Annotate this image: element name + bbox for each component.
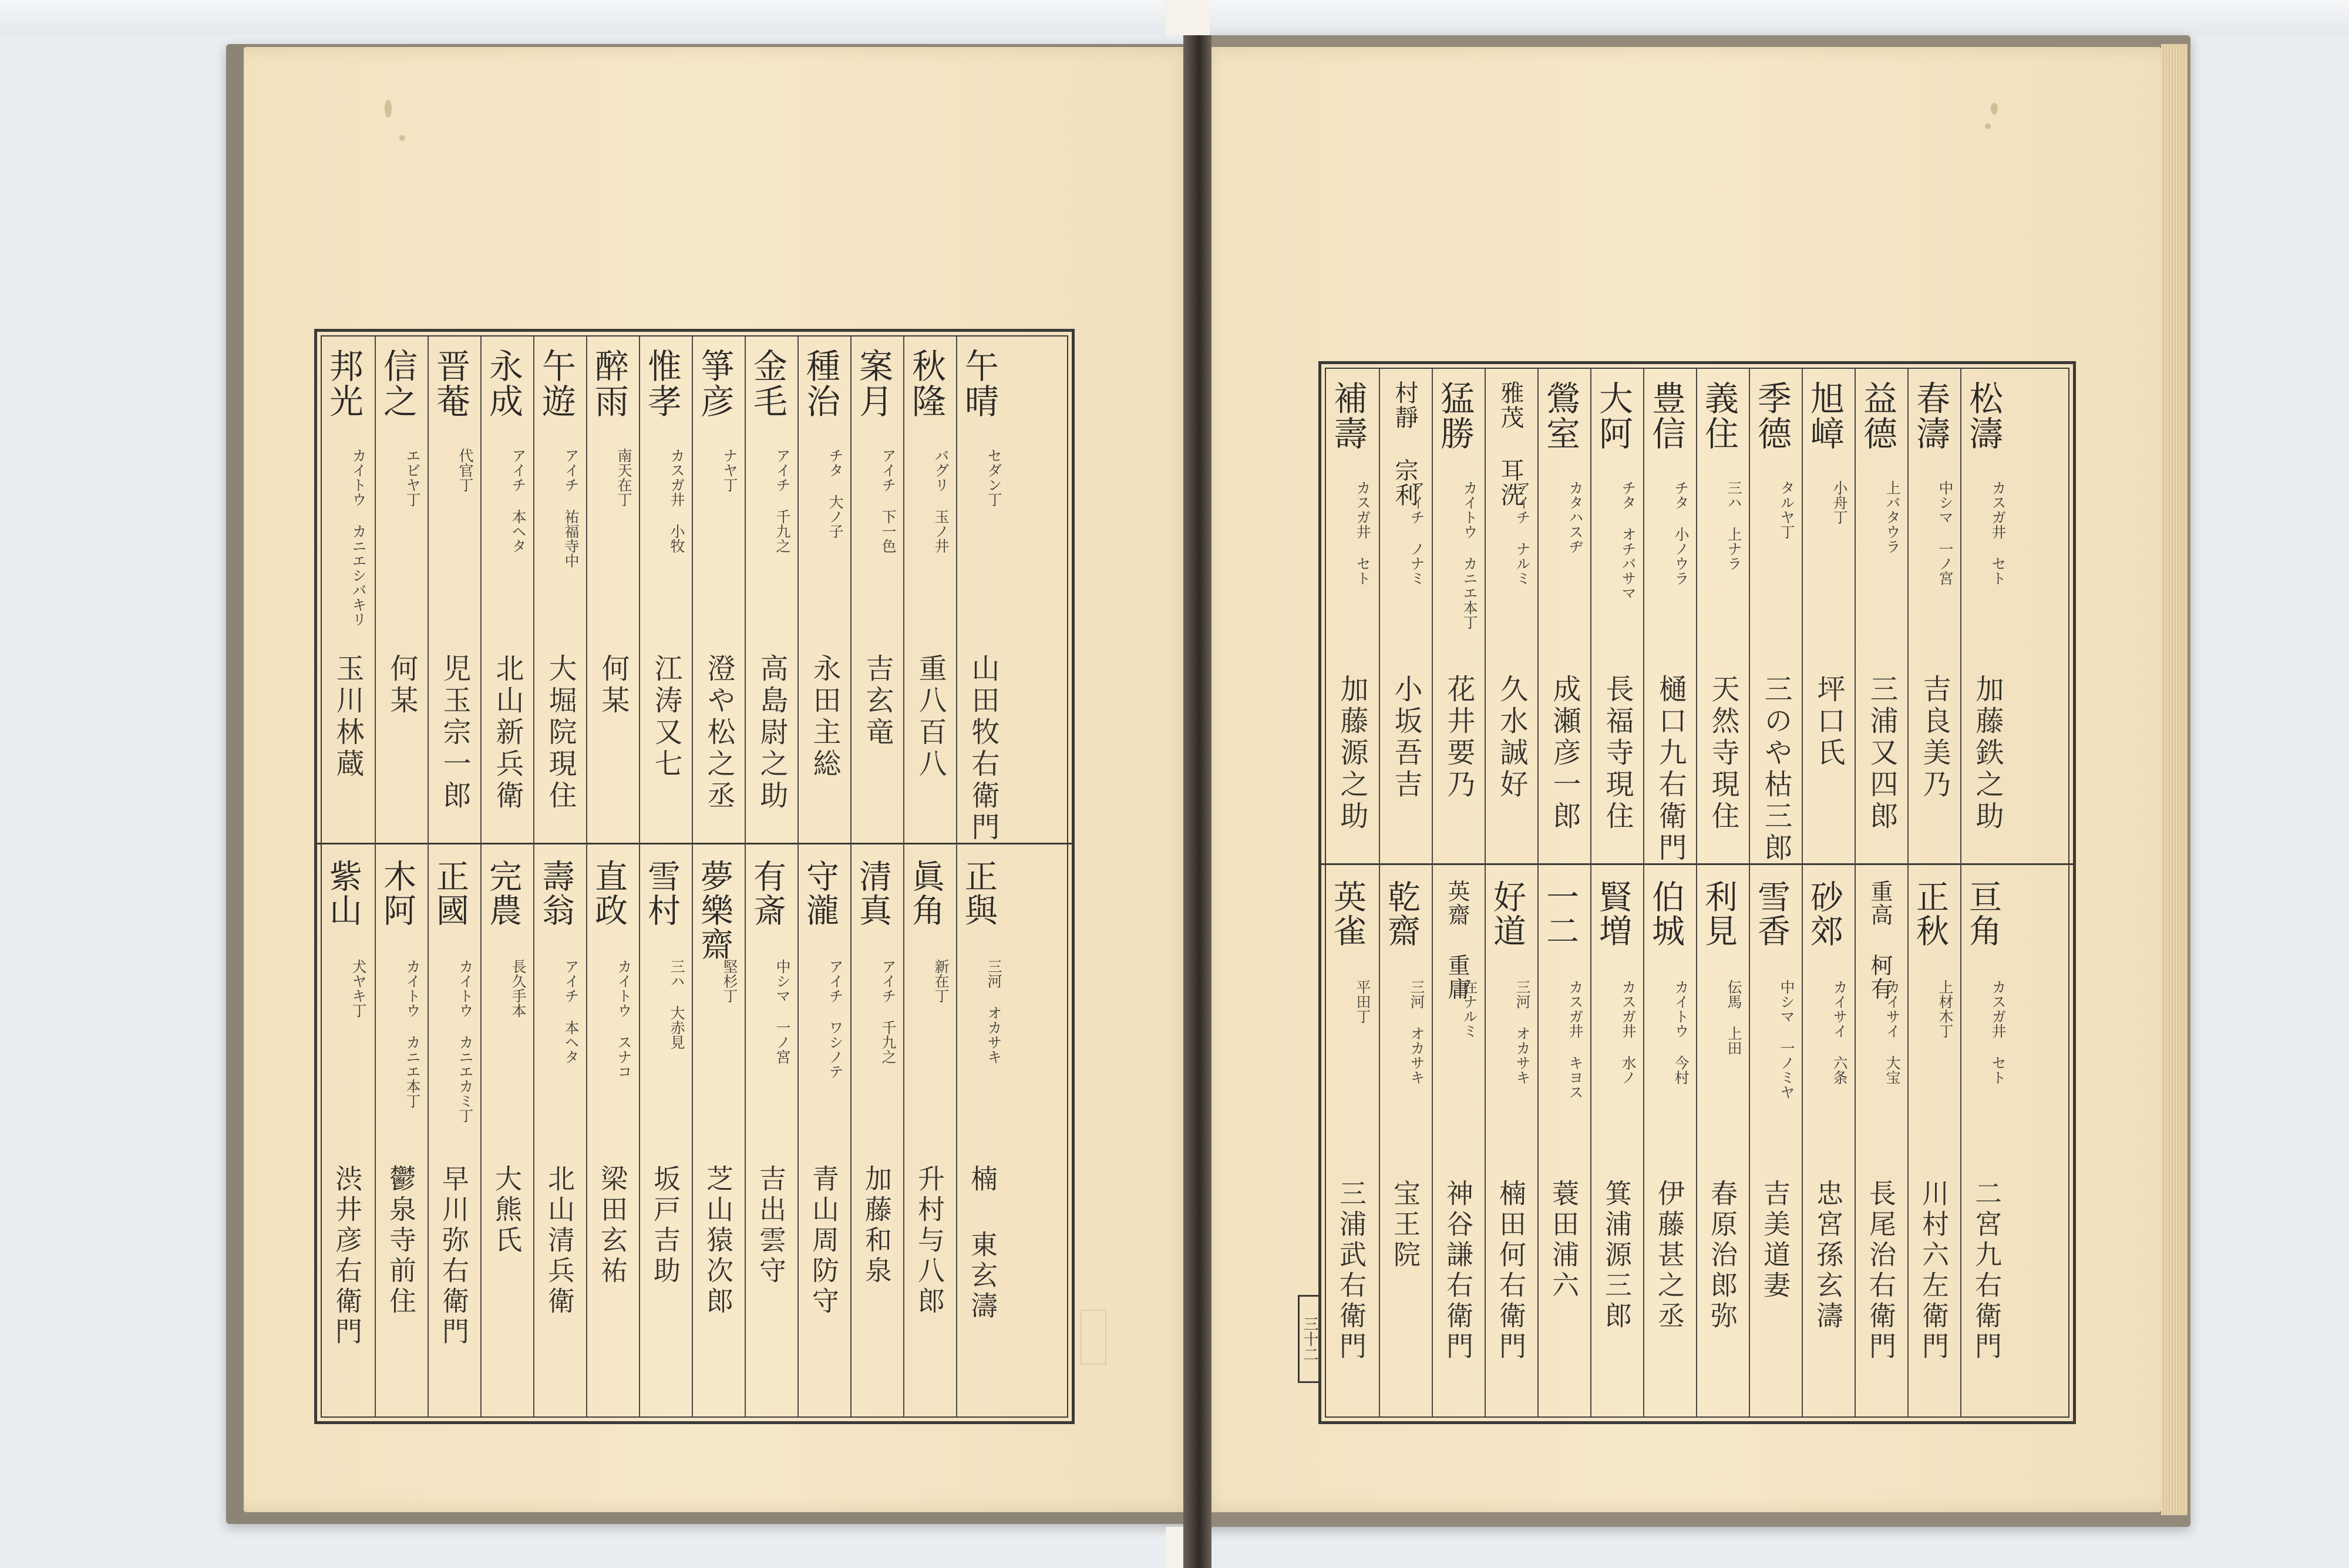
entry-person: 天然寺現住 (1707, 674, 1739, 833)
entry-person: 三浦武右衛門 (1335, 1179, 1367, 1362)
entry-person: 楠 東玄濤 (967, 1165, 998, 1322)
entry-name: 猛勝 (1435, 381, 1475, 451)
entry-person: 青山周防守 (808, 1165, 840, 1317)
right-col-9 (1537, 369, 1590, 1416)
entry-person: 加藤和泉 (861, 1165, 893, 1287)
entry-person: 玉川林蔵 (331, 654, 364, 780)
entry-person: 加藤源之助 (1335, 674, 1368, 833)
entry-address: 伝馬 上田 (1725, 980, 1742, 1055)
entry-address: カイトウ カニエ本丁 (1461, 480, 1478, 630)
entry-person: 三のや枯三郎 (1759, 674, 1792, 864)
entry-person: 何某 (597, 654, 630, 717)
entry-name: 松濤 (1963, 381, 2003, 451)
entry-name: 村靜 宗利 (1391, 381, 1418, 507)
right-col-12 (1379, 369, 1432, 1416)
entry-name: 伯城 (1647, 880, 1685, 948)
entry-name: 砂郊 (1805, 880, 1843, 948)
entry-address: 三ハ 大赤見 (668, 959, 685, 1049)
entry-name: 正秋 (1911, 880, 1949, 948)
entry-person: 花井要乃 (1442, 674, 1475, 801)
entry-address: アイチ 祐福寺中 (563, 448, 580, 568)
entry-address: 犬ヤキ丁 (350, 959, 367, 1018)
entry-name: 夢樂齋 (695, 859, 733, 961)
left-col-3 (850, 337, 903, 1416)
right-col-10 (1485, 369, 1537, 1416)
entry-address: 三ハ 上ナラ (1725, 480, 1742, 571)
entry-name: 雪香 (1752, 880, 1791, 948)
left-col-9 (533, 337, 586, 1416)
entry-name: 紫山 (324, 859, 362, 927)
entry-address: カイトウ スナコ (615, 959, 632, 1079)
right-col-7 (1643, 369, 1696, 1416)
entry-address: 長久手本 (510, 959, 527, 1018)
entry-address: アイチ 千九之 (774, 448, 791, 553)
entry-person: 吉玄竜 (861, 654, 894, 749)
entry-name: 大阿 (1593, 381, 1633, 451)
right-col-8 (1590, 369, 1643, 1416)
right-col-4 (1802, 369, 1855, 1416)
right-col-1 (1960, 369, 2013, 1416)
entry-person: 春原治郎弥 (1707, 1179, 1738, 1332)
entry-name: 案月 (853, 348, 893, 419)
book-gutter (1183, 35, 1211, 1568)
entry-name: 種治 (800, 348, 840, 419)
entry-name: 重高 柯有 (1867, 880, 1893, 1001)
entry-address: カイトウ 今村 (1672, 980, 1690, 1085)
entry-person: 長福寺現住 (1601, 674, 1634, 833)
entry-address: ナヤ丁 (721, 448, 738, 492)
entry-person: 澄や松之丞 (702, 654, 735, 812)
entry-address: 中シマ 一ノ宮 (774, 959, 791, 1064)
entry-name: 永成 (483, 348, 523, 419)
entry-person: 山田牧右衛門 (967, 654, 999, 844)
entry-name: 一二 (1541, 880, 1579, 948)
left-col-4 (797, 337, 850, 1416)
entry-address: チタ オチバサマ (1620, 480, 1637, 600)
entry-address: カスガ井 セト (1354, 480, 1371, 586)
entry-address: 三河 オカサキ (1514, 980, 1531, 1085)
entry-address: 三河 オカサキ (1408, 980, 1425, 1085)
entry-name: 季德 (1752, 381, 1792, 451)
entry-address: 平田丁 (1354, 980, 1371, 1024)
entry-person: 大熊氏 (491, 1165, 523, 1256)
entry-address: カスガ井 セト (1990, 980, 2007, 1085)
left-col-12 (375, 337, 428, 1416)
entry-name: 完農 (484, 859, 522, 927)
entry-person: 鬱泉寺前住 (385, 1165, 417, 1317)
entry-name: 英齋 重庸 (1444, 880, 1470, 1001)
entry-person: 箕浦源三郎 (1601, 1179, 1633, 1332)
left-col-10 (480, 337, 533, 1416)
entry-name: 信之 (378, 348, 418, 419)
entry-address: 代官丁 (457, 448, 474, 492)
left-col-6 (692, 337, 745, 1416)
right-page-columns (1326, 369, 2068, 1416)
entry-person: 久水誠好 (1495, 674, 1528, 801)
faint-stamp (1081, 1310, 1106, 1365)
entry-address: アイチ 本ヘタ (563, 959, 580, 1064)
entry-address: アイチ ノナミ (1408, 480, 1425, 586)
entry-address: バグリ 玉ノ井 (933, 448, 950, 553)
entry-name: 箏彦 (695, 348, 735, 419)
entry-person: 三浦又四郎 (1865, 674, 1898, 833)
left-page-frame (314, 329, 1075, 1424)
entry-person: 江涛又七 (649, 654, 682, 780)
entry-name: 好道 (1488, 880, 1526, 948)
entry-person: 北山新兵衛 (491, 654, 524, 812)
paper-wear-mark (385, 100, 392, 117)
entry-name: 亘角 (1964, 880, 2002, 948)
entry-name: 壽翁 (537, 859, 575, 927)
entry-name: 英雀 (1328, 880, 1367, 948)
entry-address: アイチ 本ヘタ (510, 448, 527, 553)
entry-address: 在ナルミ (1461, 980, 1478, 1038)
entry-person: 梁田玄祐 (597, 1165, 628, 1287)
entry-name: 乾齋 (1382, 880, 1421, 948)
entry-address: アイチ 千九之 (880, 959, 897, 1064)
entry-name: 有斎 (748, 859, 786, 927)
entry-name: 雅茂 耳洗 (1497, 381, 1524, 507)
left-col-8 (586, 337, 639, 1416)
entry-person: 早川弥右衛門 (438, 1165, 470, 1348)
entry-person: 何某 (385, 654, 418, 717)
entry-person: 芝山猿次郎 (702, 1165, 734, 1317)
entry-address: 新在丁 (933, 959, 950, 1003)
entry-person: 升村与八郎 (914, 1165, 945, 1317)
entry-person: 渋井彦右衛門 (331, 1165, 363, 1348)
entry-name: 豊信 (1646, 381, 1686, 451)
left-col-13 (322, 337, 375, 1416)
entry-name: 眞角 (907, 859, 945, 927)
entry-address: カイトウ カニエ本丁 (404, 959, 421, 1108)
entry-address: カイサイ 六条 (1831, 980, 1848, 1085)
paper-wear-mark (1985, 123, 1991, 129)
entry-name: 正國 (431, 859, 469, 927)
entry-person: 蓑田浦六 (1548, 1179, 1580, 1301)
entry-person: 長尾治右衛門 (1865, 1179, 1897, 1362)
entry-person: 神谷謙右衛門 (1442, 1179, 1474, 1362)
entry-person: 伊藤甚之丞 (1654, 1179, 1685, 1332)
entry-address: 中シマ 一ノ宮 (1937, 480, 1954, 586)
left-page-columns (322, 337, 1067, 1416)
entry-address: アイチ 下一色 (880, 448, 897, 553)
tape-top (1166, 0, 1210, 35)
entry-person: 宝王院 (1389, 1179, 1421, 1271)
entry-person: 坂戸吉助 (649, 1165, 681, 1287)
entry-name: 午遊 (536, 348, 576, 419)
entry-person: 北山清兵衛 (544, 1165, 576, 1317)
entry-name: 義住 (1699, 381, 1739, 451)
entry-name: 旭嶂 (1805, 381, 1845, 451)
paper-wear-mark (399, 135, 405, 141)
entry-name: 午晴 (959, 348, 999, 419)
entry-name: 醉雨 (589, 348, 629, 419)
paper-wear-mark (1991, 103, 1998, 115)
entry-address: 堅杉丁 (721, 959, 738, 1003)
right-col-3 (1855, 369, 1907, 1416)
entry-address: カスガ井 水ノ (1620, 980, 1637, 1085)
left-col-7 (639, 337, 692, 1416)
entry-name: 守瀧 (801, 859, 839, 927)
entry-name: 補壽 (1328, 381, 1368, 451)
entry-person: 坪口氏 (1812, 674, 1845, 769)
entry-name: 晋菴 (430, 348, 470, 419)
entry-person: 加藤鉄之助 (1971, 674, 2004, 833)
entry-person: 二宮九右衛門 (1971, 1179, 2003, 1362)
right-page-frame (1318, 361, 2076, 1424)
entry-person: 吉良美乃 (1918, 674, 1951, 801)
entry-name: 惟孝 (642, 348, 682, 419)
entry-person: 高島尉之助 (755, 654, 788, 812)
entry-name: 雪村 (642, 859, 681, 927)
entry-name: 利見 (1700, 880, 1738, 948)
entry-address: 三河 オカサキ (985, 959, 1002, 1064)
entry-person: 大堀院現住 (544, 654, 577, 812)
entry-person: 小坂吾吉 (1389, 674, 1422, 801)
entry-address: 上材木丁 (1937, 980, 1954, 1038)
entry-address: カイトウ カニエシバキリ (350, 448, 367, 627)
entry-address: カスガ井 小牧 (668, 448, 685, 553)
entry-name: 秋隆 (906, 348, 946, 419)
entry-address: カタハスヂ (1567, 480, 1584, 554)
left-col-11 (428, 337, 480, 1416)
entry-address: アイチ ワシノテ (827, 959, 844, 1079)
entry-person: 児玉宗一郎 (438, 654, 471, 812)
entry-address: アイチ ナルミ (1514, 480, 1531, 586)
entry-person: 川村六左衛門 (1918, 1179, 1950, 1362)
entry-name: 金毛 (748, 348, 788, 419)
entry-address: カスガ井 キヨス (1567, 980, 1584, 1099)
right-col-6 (1696, 369, 1749, 1416)
entry-address: チタ 大ノ子 (827, 448, 844, 539)
left-col-5 (745, 337, 797, 1416)
entry-name: 木阿 (378, 859, 416, 927)
entry-name: 邦光 (324, 348, 364, 419)
folio-number: 三十二 (1298, 1295, 1321, 1383)
entry-person: 重八百八 (914, 654, 947, 780)
entry-name: 直政 (590, 859, 628, 927)
entry-name: 春濤 (1910, 381, 1950, 451)
right-col-11 (1432, 369, 1485, 1416)
entry-address: 南天在丁 (615, 448, 632, 507)
left-col-1 (956, 337, 1009, 1416)
entry-address: エビヤ丁 (404, 448, 421, 507)
entry-address: カイトウ カニエカミ丁 (457, 959, 474, 1123)
entry-address: タルヤ丁 (1778, 480, 1795, 539)
entry-address: チタ 小ノウラ (1672, 480, 1690, 586)
entry-name: 賢増 (1594, 880, 1632, 948)
entry-address: カスガ井 セト (1990, 480, 2007, 586)
entry-address: 上バタウラ (1884, 480, 1901, 554)
right-col-13 (1326, 369, 1379, 1416)
entry-person: 吉出雲守 (755, 1165, 787, 1287)
entry-address: セダン丁 (985, 448, 1002, 507)
right-col-5 (1749, 369, 1802, 1416)
page-edges (2161, 44, 2188, 1515)
entry-person: 成瀬彦一郎 (1548, 674, 1581, 833)
entry-address: 小舟丁 (1831, 480, 1848, 524)
entry-address: 中シマ 一ノミヤ (1778, 980, 1795, 1099)
entry-person: 樋口九右衛門 (1654, 674, 1687, 864)
left-col-2 (903, 337, 956, 1416)
entry-person: 吉美道妻 (1759, 1179, 1791, 1301)
entry-person: 忠宮孫玄濤 (1812, 1179, 1844, 1332)
right-col-2 (1907, 369, 1960, 1416)
entry-person: 永田主総 (808, 654, 841, 780)
entry-name: 正與 (960, 859, 998, 927)
entry-person: 楠田何右衛門 (1495, 1179, 1527, 1362)
entry-name: 益德 (1857, 381, 1897, 451)
entry-name: 清真 (854, 859, 892, 927)
entry-name: 鶯室 (1540, 381, 1580, 451)
entry-address: カイサイ 大宝 (1884, 980, 1901, 1085)
